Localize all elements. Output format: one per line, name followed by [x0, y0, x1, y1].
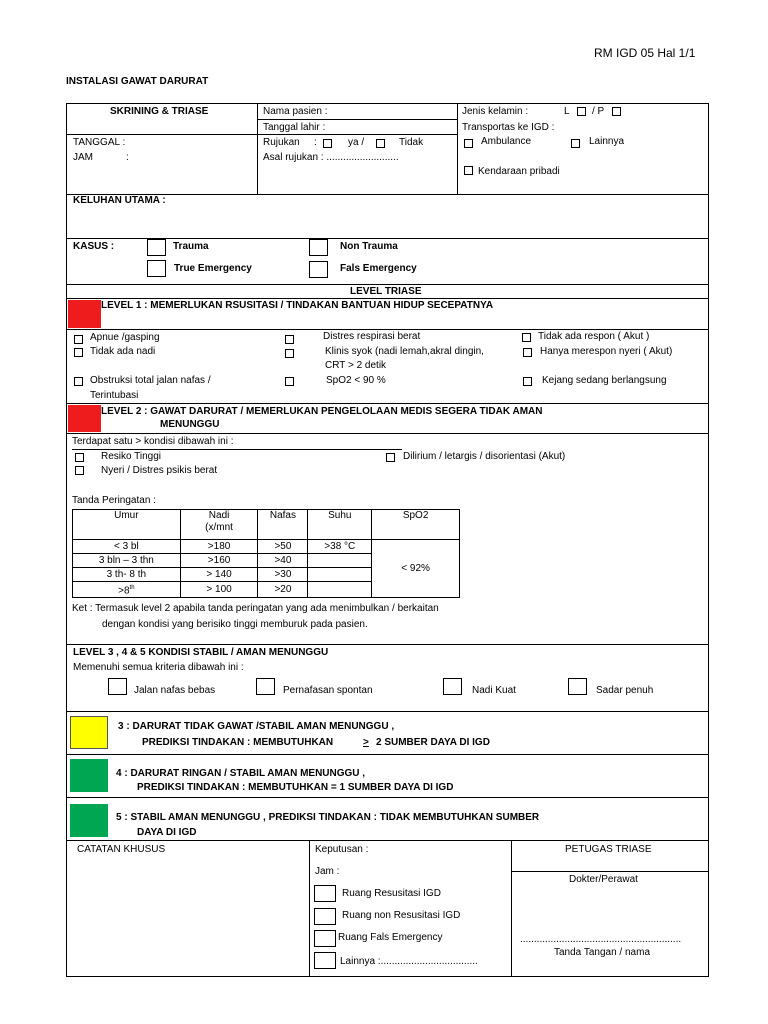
dokter-perawat-label: Dokter/Perawat	[569, 874, 638, 885]
level4-color-square	[70, 759, 108, 792]
ruang-resusitasi-label: Ruang Resusitasi IGD	[342, 888, 441, 899]
rujukan-label: Rujukan	[263, 137, 300, 148]
ambulance-label: Ambulance	[481, 136, 532, 147]
table-cell: > 140	[180, 568, 258, 582]
table-cell: >40	[258, 554, 308, 568]
ruang-non-resusitasi-checkbox[interactable]	[314, 908, 336, 925]
nyeri-akut-checkbox[interactable]	[523, 348, 532, 357]
table-cell: >180	[180, 540, 258, 554]
level3-color-square	[70, 716, 108, 749]
transportasi-label: Transportas ke IGD :	[462, 122, 555, 133]
age-8-label: >8	[118, 585, 130, 597]
nadi-kuat-label: Nadi Kuat	[472, 685, 516, 696]
jk-p-label: / P	[592, 106, 605, 117]
nadi-kuat-checkbox[interactable]	[443, 678, 462, 695]
jam-colon: :	[126, 152, 129, 163]
ket-line2: dengan kondisi yang berisiko tinggi memburuk pada pasien.	[102, 619, 368, 630]
petugas-triase-label: PETUGAS TRIASE	[565, 844, 652, 855]
rujukan-tidak-checkbox[interactable]	[376, 139, 385, 148]
table-cell	[308, 582, 372, 598]
fals-emergency-checkbox[interactable]	[309, 261, 328, 278]
jk-l-checkbox[interactable]	[577, 107, 586, 116]
institution-title: INSTALASI GAWAT DARURAT	[66, 76, 209, 87]
table-cell: < 3 bl	[73, 540, 181, 554]
spo2-value-cell: < 92%	[372, 540, 460, 598]
jalan-nafas-checkbox[interactable]	[108, 678, 127, 695]
ruang-non-resusitasi-label: Ruang non Resusitasi IGD	[342, 910, 461, 921]
table-cell: 3 bln – 3 thn	[73, 554, 181, 568]
col-nadi-title: Nadi	[208, 510, 230, 521]
klinis-checkbox[interactable]	[285, 349, 294, 358]
spo2-label: SpO2 < 90 %	[326, 375, 386, 386]
rujukan-colon: :	[314, 137, 317, 148]
tidak-respon-checkbox[interactable]	[522, 333, 531, 342]
kasus-label: KASUS :	[73, 241, 115, 252]
jk-p-checkbox[interactable]	[612, 107, 621, 116]
table-cell: >38 °C	[308, 540, 372, 554]
level3-line1: 3 : DARURAT TIDAK GAWAT /STABIL AMAN MENUNGGU ,	[118, 721, 395, 732]
ambulance-checkbox[interactable]	[464, 139, 473, 148]
level4-line1: 4 : DARURAT RINGAN / STABIL AMAN MENUNGGU ,	[116, 768, 366, 779]
trauma-label: Trauma	[173, 241, 209, 252]
age-8-sup: th	[129, 585, 135, 591]
true-emergency-label: True Emergency	[174, 263, 252, 274]
level4-line2: PREDIKSI TINDAKAN : MEMBUTUHKAN = 1 SUMBER DAYA DI IGD	[137, 782, 454, 793]
ruang-resusitasi-checkbox[interactable]	[314, 885, 336, 902]
col-nadi-unit: (x/mnt	[205, 522, 233, 533]
spo2-checkbox[interactable]	[285, 377, 294, 386]
frame-right	[708, 103, 709, 977]
table-cell	[308, 554, 372, 568]
level5-line2: DAYA DI IGD	[137, 827, 197, 838]
keputusan-label: Keputusan :	[315, 844, 369, 855]
tidak-nadi-label: Tidak ada nadi	[90, 346, 156, 357]
col-nafas-header: Nafas	[258, 510, 308, 540]
table-cell: >160	[180, 554, 258, 568]
apnue-checkbox[interactable]	[74, 335, 83, 344]
memenuhi-label: Memenuhi semua kriteria dibawah ini :	[73, 662, 244, 673]
klinis-label: Klinis syok (nadi lemah,akral dingin,	[325, 346, 484, 357]
fals-emergency-label: Fals Emergency	[340, 263, 417, 274]
level5-line1: 5 : STABIL AMAN MENUNGGU , PREDIKSI TINDAKAN : TIDAK MEMBUTUHKAN SUMBER	[116, 812, 540, 823]
jenis-kelamin-label: Jenis kelamin :	[462, 106, 529, 117]
trauma-checkbox[interactable]	[147, 239, 166, 256]
col-spo2-header: SpO2	[372, 510, 460, 540]
tanda-tangan-label: Tanda Tangan / nama	[554, 947, 651, 958]
level1-color-square	[68, 300, 101, 328]
nyeri-akut-label: Hanya merespon nyeri ( Akut)	[540, 346, 673, 357]
tanda-peringatan-label: Tanda Peringatan :	[72, 495, 156, 506]
ket-line1: Ket : Termasuk level 2 apabila tanda peringatan yang ada menimbulkan / berkaitan	[72, 603, 439, 614]
lainnya-label: Lainnya	[589, 136, 625, 147]
non-trauma-checkbox[interactable]	[309, 239, 328, 256]
vital-signs-table	[72, 509, 460, 598]
tidak-respon-label: Tidak ada respon ( Akut )	[538, 331, 650, 342]
rujukan-ya-checkbox[interactable]	[323, 139, 332, 148]
lainnya-keputusan-checkbox[interactable]	[314, 952, 336, 969]
tidak-nadi-checkbox[interactable]	[74, 348, 83, 357]
distres-label: Distres respirasi berat	[323, 331, 421, 342]
col-umur-header: Umur	[73, 510, 181, 540]
lainnya-keputusan-field[interactable]: Lainnya :...................................	[340, 956, 478, 967]
tanggal-label: TANGGAL :	[73, 137, 126, 148]
pernafasan-checkbox[interactable]	[256, 678, 275, 695]
resiko-label: Resiko Tinggi	[101, 451, 162, 462]
nyeri-psikis-checkbox[interactable]	[75, 466, 84, 475]
table-cell: > 100	[180, 582, 258, 598]
level3-ge-symbol: >	[363, 737, 369, 748]
level-triase-title: LEVEL TRIASE	[350, 286, 422, 297]
level345-title: LEVEL 3 , 4 & 5 KONDISI STABIL / AMAN MENUNGGU	[73, 647, 329, 658]
nyeri-psikis-label: Nyeri / Distres psikis berat	[101, 465, 218, 476]
sadar-penuh-checkbox[interactable]	[568, 678, 587, 695]
resiko-checkbox[interactable]	[75, 453, 84, 462]
crt-label: CRT > 2 detik	[325, 360, 387, 371]
level3-line2a: PREDIKSI TINDAKAN : MEMBUTUHKAN	[142, 737, 334, 748]
nama-pasien-label: Nama pasien :	[263, 106, 328, 117]
catatan-khusus-label: CATATAN KHUSUS	[77, 844, 166, 855]
kejang-checkbox[interactable]	[523, 377, 532, 386]
table-cell	[73, 582, 181, 598]
level3-line2b: 2 SUMBER DAYA DI IGD	[376, 737, 490, 748]
level2-color-square	[68, 405, 101, 432]
document-reference: RM IGD 05 Hal 1/1	[594, 46, 696, 60]
level2-title-line2: MENUNGGU	[160, 419, 220, 430]
table-cell: 3 th- 8 th	[73, 568, 181, 582]
col-suhu-header: Suhu	[308, 510, 372, 540]
obstruksi-checkbox[interactable]	[74, 377, 83, 386]
jk-l-label: L	[564, 106, 570, 117]
kendaraan-label: Kendaraan pribadi	[478, 166, 560, 177]
sadar-penuh-label: Sadar penuh	[596, 685, 654, 696]
lainnya-checkbox[interactable]	[571, 139, 580, 148]
kendaraan-checkbox[interactable]	[464, 166, 473, 175]
jam-keputusan-label: Jam :	[315, 866, 340, 877]
col-nadi-header	[180, 510, 258, 540]
frame-left	[66, 103, 67, 977]
jam-label: JAM	[73, 152, 93, 163]
ruang-fals-label: Ruang Fals Emergency	[338, 932, 443, 943]
keluhan-utama-label: KELUHAN UTAMA :	[73, 195, 166, 206]
level2-title-line1: LEVEL 2 : GAWAT DARURAT / MEMERLUKAN PENGELOLAAN MEDIS SEGERA TIDAK AMAN	[101, 406, 543, 417]
dilirium-checkbox[interactable]	[386, 453, 395, 462]
non-trauma-label: Non Trauma	[340, 241, 398, 252]
level1-title: LEVEL 1 : MEMERLUKAN RSUSITASI / TINDAKAN BANTUAN HIDUP SECEPATNYA	[101, 300, 494, 311]
table-cell: >50	[258, 540, 308, 554]
jalan-nafas-label: Jalan nafas bebas	[134, 685, 216, 696]
asal-rujukan-field[interactable]: Asal rujukan : ..........................	[263, 152, 399, 163]
terdapat-label: Terdapat satu > kondisi dibawah ini :	[72, 436, 234, 447]
table-cell: >20	[258, 582, 308, 598]
signature-line[interactable]: ..........................................................	[520, 934, 682, 945]
terintubasi-label: Terintubasi	[90, 390, 139, 401]
level5-color-square	[70, 804, 108, 837]
rujukan-ya-label: ya /	[348, 137, 365, 148]
kejang-label: Kejang sedang berlangsung	[542, 375, 667, 386]
tanggal-lahir-label: Tanggal lahir :	[263, 122, 326, 133]
rujukan-tidak-label: Tidak	[399, 137, 424, 148]
skrining-title: SKRINING & TRIASE	[110, 106, 209, 117]
true-emergency-checkbox[interactable]	[147, 260, 166, 277]
table-cell: >30	[258, 568, 308, 582]
dilirium-label: Dilirium / letargis / disorientasi (Akut)	[403, 451, 566, 462]
apnue-label: Apnue /gasping	[90, 332, 160, 343]
pernafasan-label: Pernafasan spontan	[283, 685, 373, 696]
ruang-fals-checkbox[interactable]	[314, 930, 336, 947]
distres-checkbox[interactable]	[285, 335, 294, 344]
obstruksi-label: Obstruksi total jalan nafas /	[90, 375, 211, 386]
table-cell	[308, 568, 372, 582]
